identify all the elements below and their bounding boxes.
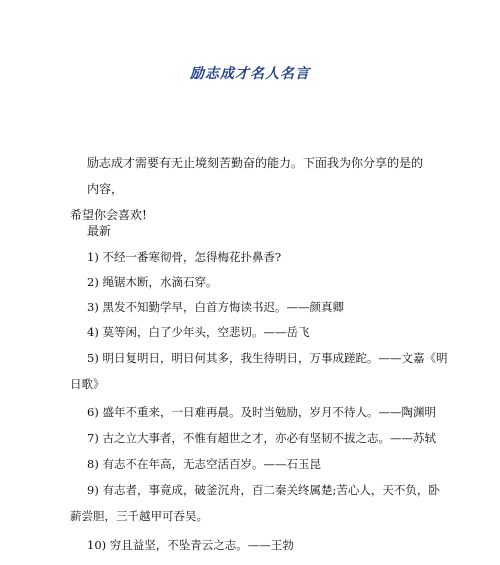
intro-line-1: 励志成才需要有无止境刻苦勤奋的能力。下面我为你分享的是的内容， (87, 156, 424, 196)
quote-text: 古之立大事者，不惟有超世之才，亦必有坚韧不拔之志。——苏轼 (102, 431, 436, 445)
quote-item (87, 455, 432, 473)
quote-number: 5) (87, 351, 99, 365)
quote-number: 6) (87, 405, 99, 419)
quote-text: 黑发不知勤学早，白首方悔读书迟。——颜真卿 (102, 300, 344, 314)
quote-continuation: 日歌》 (70, 377, 105, 391)
quote-item (87, 323, 432, 341)
quote-text: 明日复明日，明日何其多，我生待明日，万事成蹉跎。——文嘉《明 (102, 351, 448, 365)
quote-number: 10) (87, 538, 107, 552)
quote-item (87, 429, 436, 447)
quote-text: 盛年不重来，一日难再晨。及时当勉励，岁月不待人。——陶渊明 (102, 405, 436, 419)
quote-text: 莫等闲，白了少年头，空悲切。——岳飞 (102, 325, 310, 339)
quote-number: 1) (87, 250, 99, 264)
quote-item (87, 536, 432, 554)
quote-number: 3) (87, 300, 99, 314)
quote-number: 4) (87, 325, 99, 339)
quote-number: 9) (87, 483, 99, 497)
quote-text: 穷且益坚，不坠青云之志。——王勃 (109, 538, 294, 552)
intro-line-2: 希望你会喜欢! (70, 208, 147, 222)
quote-item (87, 349, 448, 367)
quote-item (87, 298, 432, 316)
quote-text: 有志不在年高，无志空活百岁。——石玉昆 (102, 457, 321, 471)
quote-number: 8) (87, 457, 99, 471)
quote-item (87, 273, 432, 291)
quote-text: 不经一番寒彻骨，怎得梅花扑鼻香? (102, 250, 282, 264)
quote-continuation: 薪尝胆，三千越甲可吞吴。 (70, 509, 208, 523)
quote-item (87, 403, 436, 421)
quote-text: 有志者，事竟成，破釜沉舟，百二秦关终属楚;苦心人，天不负，卧 (102, 483, 440, 497)
quote-number: 2) (87, 275, 99, 289)
intro-paragraph (70, 150, 432, 228)
quote-item (87, 248, 432, 266)
quote-number: 7) (87, 431, 99, 445)
document-title: 励志成才名人名言 (190, 66, 310, 82)
quote-item (87, 481, 440, 499)
section-label: 最新 (87, 224, 112, 238)
quote-text: 绳锯木断，水滴石穿。 (102, 275, 218, 289)
